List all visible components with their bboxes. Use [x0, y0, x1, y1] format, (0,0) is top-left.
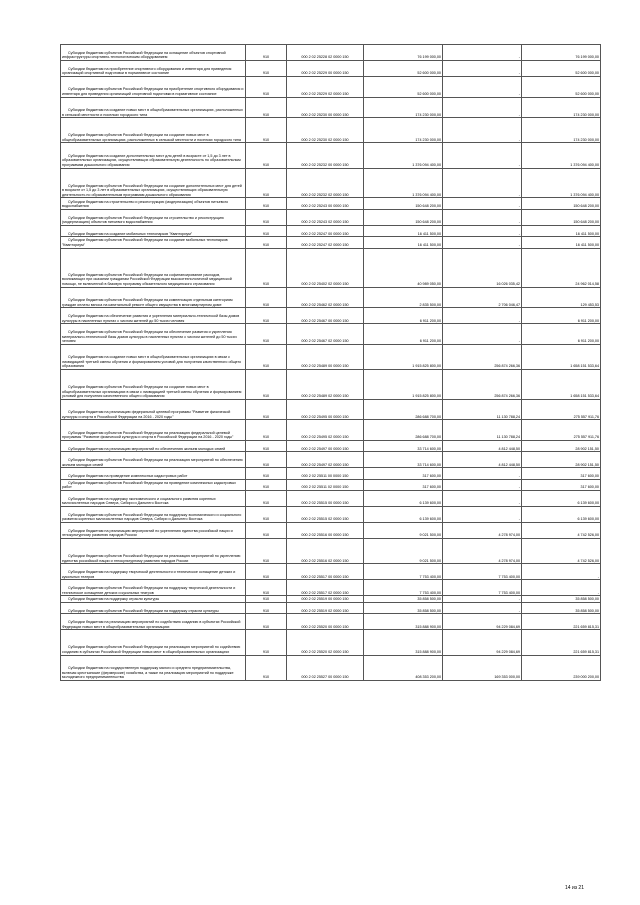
row-remaining: 150 648 200,00	[522, 198, 601, 209]
row-executed: 11 130 788,24	[443, 420, 522, 441]
table-row	[61, 61, 601, 77]
row-name-text: Субсидии бюджетам субъектов Российской Федерации на поддержку творческой деятельности и техническое оснащение детских и кукольных театров	[62, 586, 236, 595]
table-row	[61, 523, 601, 539]
row-name-text: Субсидии бюджетам на создание новых мест в общеобразовательных организациях, расположенных в сельской местности и поселках городского типа	[62, 108, 243, 117]
row-name	[61, 77, 246, 98]
row-name-text: Субсидии бюджетам на строительство и реконструкцию (модернизацию) объектов питьевого водоснабжения	[62, 199, 229, 209]
row-classification-code: 000 2 02 25247 00 0000 150	[287, 225, 364, 236]
table-row	[61, 468, 601, 479]
table-row	[61, 603, 601, 614]
row-name-text: Субсидии бюджетам на поддержку отрасли культуры	[68, 597, 160, 602]
row-name-text: Субсидии бюджетам субъектов Российской Федерации на реализацию мероприятий по укреплению единства российской нации и этнокультурному развитию народов России	[62, 554, 241, 563]
row-approved: 1 376 094 400,00	[364, 143, 443, 168]
row-executed: -	[443, 308, 522, 324]
row-admin-code: 910	[246, 491, 287, 507]
row-admin-code: 910	[246, 61, 287, 77]
table-row	[61, 45, 601, 61]
row-name-text: Субсидии бюджетам субъектов Российской Федерации на софинансирование расходов, возникающих при оказании гражданам Российской Федерации высокотехнологичной медицинской помощи, не включенной в базовую программу обязательного медицинского страхования	[62, 272, 232, 286]
row-classification-code: 000 2 02 25516 02 0000 150	[287, 539, 364, 564]
row-name-text: Субсидии бюджетам на реализацию мероприятий по укреплению единства российской нации и этнокультурному развитию народов России	[62, 528, 233, 538]
row-executed: 7 753 400,00	[443, 580, 522, 596]
row-name-text: Субсидии бюджетам субъектов Российской Федерации на реализацию мероприятий по обеспечению жильем молодых семей	[62, 458, 243, 467]
row-name	[61, 452, 246, 468]
row-name-text: Субсидии бюджетам субъектов Российской Федерации на проведение комплексных кадастровых работ	[62, 480, 236, 490]
table-row	[61, 287, 601, 308]
row-remaining: 6 911 200,00	[522, 308, 601, 324]
row-executed: 169 353 000,00	[443, 655, 522, 680]
row-classification-code: 000 2 02 25489 00 0000 150	[287, 344, 364, 369]
row-name-text: Субсидии бюджетам субъектов Российской Федерации на приобретение спортивного оборудования и инвентаря для приведения организаций спортивной подготовки в нормативное состояние	[62, 87, 244, 96]
row-executed: 4 812 448,50	[443, 440, 522, 451]
row-classification-code: 000 2 02 25527 00 0000 150	[287, 655, 364, 680]
row-remaining: 129 453,53	[522, 287, 601, 308]
row-admin-code: 910	[246, 564, 287, 580]
table-row	[61, 225, 601, 236]
row-classification-code: 000 2 02 25229 02 0000 150	[287, 77, 364, 98]
row-classification-code: 000 2 02 25243 02 0000 150	[287, 209, 364, 225]
row-name-text: Субсидии бюджетам субъектов Российской Федерации на создание мобильных технопарков "Кванториум"	[62, 238, 228, 247]
row-admin-code: 910	[246, 596, 287, 603]
table-row	[61, 143, 601, 168]
row-admin-code: 910	[246, 655, 287, 680]
row-name-text: Субсидии бюджетам субъектов Российской Федерации на обеспечение развития и укрепления материально-технической базы домов культуры в населенных пунктах с числом жителей до 50 тысяч человек	[62, 329, 237, 344]
row-remaining: 1 658 151 533,64	[522, 369, 601, 399]
table-row	[61, 77, 601, 98]
row-admin-code: 910	[246, 248, 287, 287]
row-executed: -	[443, 209, 522, 225]
row-name	[61, 614, 246, 630]
row-name	[61, 97, 246, 118]
row-approved: 52 600 000,00	[364, 77, 443, 98]
row-admin-code: 910	[246, 168, 287, 198]
row-name	[61, 420, 246, 441]
table-body	[61, 45, 601, 681]
row-approved: 174 230 000,00	[364, 97, 443, 118]
table-row	[61, 440, 601, 451]
row-classification-code: 000 2 02 25232 02 0000 150	[287, 168, 364, 198]
row-name-text: Субсидии бюджетам субъектов Российской Федерации на реализацию мероприятий по содействию созданию в субъектах Российской Федерации новых мест в общеобразовательных организациях	[62, 645, 241, 655]
row-admin-code: 910	[246, 143, 287, 168]
row-executed: 4 278 974,00	[443, 539, 522, 564]
table-row	[61, 580, 601, 596]
row-admin-code: 910	[246, 308, 287, 324]
row-executed: -	[443, 507, 522, 523]
row-name	[61, 523, 246, 539]
row-approved: 174 230 000,00	[364, 118, 443, 143]
row-admin-code: 910	[246, 523, 287, 539]
row-approved: 7 753 400,00	[364, 564, 443, 580]
row-classification-code: 000 2 02 25515 00 0000 150	[287, 491, 364, 507]
row-approved: 35 858 500,00	[364, 596, 443, 603]
row-admin-code: 910	[246, 399, 287, 420]
row-remaining: 28 902 151,50	[522, 452, 601, 468]
row-executed: 16 026 035,42	[443, 248, 522, 287]
row-name	[61, 369, 246, 399]
row-classification-code: 000 2 02 25517 00 0000 150	[287, 564, 364, 580]
row-executed: -	[443, 491, 522, 507]
row-classification-code: 000 2 02 25402 02 0000 150	[287, 248, 364, 287]
row-admin-code: 910	[246, 287, 287, 308]
row-name-text: Субсидии бюджетам субъектов Российской Федерации на оснащение объектов спортивной инфраструктуры спортивно-технологическим оборудованием	[62, 50, 226, 60]
row-name	[61, 596, 246, 603]
row-approved: 286 688 700,00	[364, 420, 443, 441]
row-approved: 150 648 200,00	[364, 198, 443, 209]
table-row	[61, 209, 601, 225]
row-remaining: 221 659 815,31	[522, 630, 601, 655]
row-classification-code: 000 2 02 25467 00 0000 150	[287, 308, 364, 324]
row-remaining: 239 000 200,00	[522, 655, 601, 680]
row-admin-code: 910	[246, 630, 287, 655]
row-name-text: Субсидии бюджетам на реализацию мероприятий по содействию созданию в субъектах Российской Федерации новых мест в общеобразовательных организациях	[62, 620, 241, 629]
row-name	[61, 507, 246, 523]
row-approved: 315 888 900,00	[364, 630, 443, 655]
row-remaining: 16 411 500,00	[522, 225, 601, 236]
row-name	[61, 603, 246, 614]
table-row	[61, 369, 601, 399]
row-remaining: -	[522, 580, 601, 596]
row-classification-code: 000 2 02 25516 00 0000 150	[287, 523, 364, 539]
row-classification-code: 000 2 02 25229 00 0000 150	[287, 61, 364, 77]
row-name	[61, 399, 246, 420]
row-name	[61, 344, 246, 369]
row-name-text: Субсидии бюджетам субъектов Российской Федерации на поддержку экономического и социального развития коренных малочисленных народов Севера, Сибири и Дальнего Востока	[62, 512, 242, 522]
row-name	[61, 45, 246, 61]
row-name-text: Субсидии бюджетам субъектов Российской Федерации на реализацию федеральной целевой программы "Развитие физической культуры и спорта в Российской Федерации на 2016 - 2020 годы"	[62, 430, 234, 440]
row-admin-code: 910	[246, 420, 287, 441]
row-name-text: Субсидии бюджетам на поддержку творческой деятельности и техническое оснащение детских и кукольных театров	[62, 570, 236, 579]
row-remaining: 1 376 094 400,00	[522, 168, 601, 198]
table-row	[61, 308, 601, 324]
row-classification-code: 000 2 02 25228 02 0000 150	[287, 45, 364, 61]
row-classification-code: 000 2 02 25520 00 0000 150	[287, 614, 364, 630]
row-name-text: Субсидии бюджетам на проведение комплексных кадастровых работ	[68, 474, 188, 479]
row-name	[61, 491, 246, 507]
row-name-text: Субсидии бюджетам на приобретение спортивного оборудования и инвентаря для приведения организаций спортивной подготовки в нормативное состояние	[62, 66, 232, 76]
row-executed: -	[443, 97, 522, 118]
row-name	[61, 440, 246, 451]
row-executed: 4 278 974,00	[443, 523, 522, 539]
row-executed: -	[443, 45, 522, 61]
row-remaining: 6 911 200,00	[522, 324, 601, 345]
row-name-text: Субсидии бюджетам субъектов Российской Федерации на компенсацию отдельным категориям граждан оплаты взноса на капитальный ремонт общего имущества в многоквартирном доме	[62, 297, 233, 307]
row-approved: 35 858 500,00	[364, 603, 443, 614]
row-approved: 286 688 700,00	[364, 399, 443, 420]
row-executed: -	[443, 198, 522, 209]
row-admin-code: 910	[246, 324, 287, 345]
table-row	[61, 614, 601, 630]
row-admin-code: 910	[246, 468, 287, 479]
row-executed: -	[443, 324, 522, 345]
row-remaining: 275 557 911,76	[522, 420, 601, 441]
row-admin-code: 910	[246, 614, 287, 630]
row-executed: 11 130 788,24	[443, 399, 522, 420]
row-executed: -	[443, 225, 522, 236]
row-classification-code: 000 2 02 25520 02 0000 150	[287, 630, 364, 655]
row-executed: -	[443, 468, 522, 479]
row-remaining: 221 659 815,31	[522, 614, 601, 630]
row-admin-code: 910	[246, 45, 287, 61]
row-name	[61, 209, 246, 225]
table-row	[61, 655, 601, 680]
row-classification-code: 000 2 02 25232 00 0000 150	[287, 143, 364, 168]
row-remaining: 275 557 911,76	[522, 399, 601, 420]
row-name	[61, 580, 246, 596]
row-approved: 408 353 200,00	[364, 655, 443, 680]
row-name-text: Субсидии бюджетам на создание новых мест в общеобразовательных организациях в связи с ликвидацией третьей смены обучения и формированием условий для получения качественного общего образования	[62, 355, 242, 369]
row-executed: -	[443, 168, 522, 198]
row-approved: 317 600,00	[364, 479, 443, 490]
page-number: 14 из 21	[565, 885, 584, 891]
table-row	[61, 630, 601, 655]
row-classification-code: 000 2 02 25489 02 0000 150	[287, 369, 364, 399]
row-approved: 7 753 400,00	[364, 580, 443, 596]
row-name	[61, 655, 246, 680]
table-row	[61, 507, 601, 523]
row-name	[61, 225, 246, 236]
row-approved: 1 376 094 400,00	[364, 168, 443, 198]
table-row	[61, 596, 601, 603]
row-remaining: 1 376 094 400,00	[522, 143, 601, 168]
row-name	[61, 143, 246, 168]
row-executed: -	[443, 61, 522, 77]
row-remaining: 76 199 000,00	[522, 45, 601, 61]
row-remaining: 6 139 600,00	[522, 507, 601, 523]
row-classification-code: 000 2 02 25495 00 0000 150	[287, 399, 364, 420]
row-name	[61, 198, 246, 209]
row-executed: -	[443, 237, 522, 248]
row-approved: 9 021 500,00	[364, 539, 443, 564]
row-classification-code: 000 2 02 25467 02 0000 150	[287, 324, 364, 345]
table-row	[61, 168, 601, 198]
table-row	[61, 399, 601, 420]
row-admin-code: 910	[246, 507, 287, 523]
row-approved: 76 199 000,00	[364, 45, 443, 61]
row-executed: -	[443, 603, 522, 614]
row-approved: 6 911 200,00	[364, 308, 443, 324]
row-approved: 1 915 825 800,00	[364, 344, 443, 369]
table-row	[61, 324, 601, 345]
row-classification-code: 000 2 02 25247 02 0000 150	[287, 237, 364, 248]
row-admin-code: 910	[246, 440, 287, 451]
row-name	[61, 168, 246, 198]
row-admin-code: 910	[246, 225, 287, 236]
row-approved: 33 714 600,00	[364, 440, 443, 451]
row-name	[61, 630, 246, 655]
row-name	[61, 324, 246, 345]
row-remaining: 4 742 526,00	[522, 523, 601, 539]
row-classification-code: 000 2 02 25519 02 0000 150	[287, 603, 364, 614]
table-row	[61, 452, 601, 468]
row-classification-code: 000 2 02 25462 02 0000 150	[287, 287, 364, 308]
row-executed: -	[443, 143, 522, 168]
table-row	[61, 198, 601, 209]
row-remaining: 174 230 000,00	[522, 97, 601, 118]
row-approved: 40 989 050,00	[364, 248, 443, 287]
row-executed: -	[443, 77, 522, 98]
row-name	[61, 287, 246, 308]
row-remaining: 1 658 151 533,64	[522, 344, 601, 369]
budget-table	[60, 44, 601, 681]
row-approved: 317 600,00	[364, 468, 443, 479]
row-remaining: 35 858 500,00	[522, 596, 601, 603]
row-classification-code: 000 2 02 25495 02 0000 150	[287, 420, 364, 441]
table-row	[61, 237, 601, 248]
row-approved: 33 714 600,00	[364, 452, 443, 468]
row-admin-code: 910	[246, 344, 287, 369]
row-executed: -	[443, 479, 522, 490]
row-approved: 6 139 600,00	[364, 507, 443, 523]
row-name	[61, 468, 246, 479]
row-executed: -	[443, 596, 522, 603]
row-admin-code: 910	[246, 603, 287, 614]
row-name-text: Субсидии бюджетам субъектов Российской Федерации на создание новых мест в общеобразовательных организациях, расположенных в сельской местности и поселках городского типа	[62, 133, 241, 142]
row-classification-code: 000 2 02 25517 02 0000 150	[287, 580, 364, 596]
row-admin-code: 910	[246, 539, 287, 564]
row-admin-code: 910	[246, 452, 287, 468]
row-classification-code: 000 2 02 25515 02 0000 150	[287, 507, 364, 523]
row-remaining: 28 902 151,50	[522, 440, 601, 451]
row-remaining: 317 600,00	[522, 479, 601, 490]
row-approved: 16 411 500,00	[364, 237, 443, 248]
table-row	[61, 118, 601, 143]
row-executed: 4 812 448,50	[443, 452, 522, 468]
row-remaining: 6 139 600,00	[522, 491, 601, 507]
row-classification-code: 000 2 02 25230 02 0000 150	[287, 118, 364, 143]
row-executed: 2 706 046,47	[443, 287, 522, 308]
table-row	[61, 344, 601, 369]
row-classification-code: 000 2 02 25230 00 0000 150	[287, 97, 364, 118]
row-executed: 256 874 266,36	[443, 369, 522, 399]
row-remaining: 150 648 200,00	[522, 209, 601, 225]
row-remaining: 4 742 526,00	[522, 539, 601, 564]
row-approved: 9 021 500,00	[364, 523, 443, 539]
row-name-text: Субсидии бюджетам на реализацию мероприятий по обеспечению жильем молодых семей	[68, 446, 226, 451]
row-executed: 94 229 084,69	[443, 614, 522, 630]
row-remaining: 52 600 000,00	[522, 61, 601, 77]
row-approved: 315 888 900,00	[364, 614, 443, 630]
row-remaining: 35 858 500,00	[522, 603, 601, 614]
row-executed: -	[443, 118, 522, 143]
row-classification-code: 000 2 02 25497 00 0000 150	[287, 440, 364, 451]
row-approved: 16 411 500,00	[364, 225, 443, 236]
row-remaining: 52 600 000,00	[522, 77, 601, 98]
row-name-text: Субсидии бюджетам субъектов Российской Федерации на создание дополнительных мест для детей в возрасте от 1,5 до 3 лет в образовательных организациях, осуществляющих образовательную деятельность по образовательным программам дошкольного образования	[62, 183, 242, 197]
row-classification-code: 000 2 02 25497 02 0000 150	[287, 452, 364, 468]
row-admin-code: 910	[246, 479, 287, 490]
row-classification-code: 000 2 02 25511 02 0000 150	[287, 479, 364, 490]
row-name-text: Субсидии бюджетам на государственную поддержку малого и среднего предпринимательства, включая крестьянские (фермерские) хозяйства, а также на реализацию мероприятий по поддержке молодежного предпринимательства	[62, 666, 234, 680]
row-name	[61, 237, 246, 248]
row-name	[61, 308, 246, 324]
row-remaining: -	[522, 564, 601, 580]
row-admin-code: 910	[246, 237, 287, 248]
row-approved: 6 911 200,00	[364, 324, 443, 345]
row-remaining: 16 411 500,00	[522, 237, 601, 248]
row-name-text: Субсидии бюджетам на реализацию федеральной целевой программы "Развитие физической культуры и спорта в Российской Федерации на 2016 - 2020 годы"	[62, 410, 231, 419]
row-admin-code: 910	[246, 118, 287, 143]
row-classification-code: 000 2 02 25243 00 0000 150	[287, 198, 364, 209]
table-row	[61, 248, 601, 287]
row-admin-code: 910	[246, 77, 287, 98]
table-row	[61, 539, 601, 564]
row-name-text: Субсидии бюджетам на обеспечение развития и укрепления материально-технической базы домов культуры в населенных пунктах с числом жителей до 50 тысяч человек	[62, 313, 240, 323]
row-remaining: 174 230 000,00	[522, 118, 601, 143]
row-approved: 6 139 600,00	[364, 491, 443, 507]
row-remaining: 317 600,00	[522, 468, 601, 479]
table-row	[61, 479, 601, 490]
table-row	[61, 491, 601, 507]
row-admin-code: 910	[246, 580, 287, 596]
row-remaining: 24 962 014,58	[522, 248, 601, 287]
row-executed: 94 229 084,69	[443, 630, 522, 655]
row-name-text: Субсидии бюджетам субъектов Российской Федерации на поддержку отрасли культуры	[68, 608, 219, 613]
row-approved: 2 835 500,00	[364, 287, 443, 308]
row-classification-code: 000 2 02 25511 00 0000 150	[287, 468, 364, 479]
row-approved: 52 600 000,00	[364, 61, 443, 77]
row-name	[61, 61, 246, 77]
table-row	[61, 564, 601, 580]
row-name	[61, 248, 246, 287]
row-approved: 1 915 825 800,00	[364, 369, 443, 399]
table-row	[61, 420, 601, 441]
row-admin-code: 910	[246, 97, 287, 118]
row-name	[61, 564, 246, 580]
row-classification-code: 000 2 02 25519 00 0000 150	[287, 596, 364, 603]
row-approved: 150 648 200,00	[364, 209, 443, 225]
table-row	[61, 97, 601, 118]
row-admin-code: 910	[246, 198, 287, 209]
row-name	[61, 539, 246, 564]
row-name	[61, 118, 246, 143]
row-name-text: Субсидии бюджетам на создание дополнительных мест для детей в возрасте от 1,5 до 3 лет в образовательных организациях, осуществляющих образовательную деятельность по образовательным программам дошкольного образования	[62, 153, 241, 167]
row-name-text: Субсидии бюджетам субъектов Российской Федерации на строительство и реконструкцию (модернизацию) объектов питьевого водоснабжения	[62, 215, 224, 225]
row-executed: 256 874 266,36	[443, 344, 522, 369]
row-admin-code: 910	[246, 209, 287, 225]
row-name-text: Субсидии бюджетам на создание мобильных технопарков "Кванториум"	[68, 231, 193, 236]
row-admin-code: 910	[246, 369, 287, 399]
row-name	[61, 479, 246, 490]
row-name-text: Субсидии бюджетам субъектов Российской Федерации на создание новых мест в общеобразовательных организациях в связи с ликвидацией третьей смены обучения и формированием условий для получения качественного общего образования	[62, 384, 242, 399]
row-executed: 7 753 400,00	[443, 564, 522, 580]
row-name-text: Субсидии бюджетам на поддержку экономического и социального развития коренных малочисленных народов Севера, Сибири и Дальнего Востока	[62, 496, 216, 506]
